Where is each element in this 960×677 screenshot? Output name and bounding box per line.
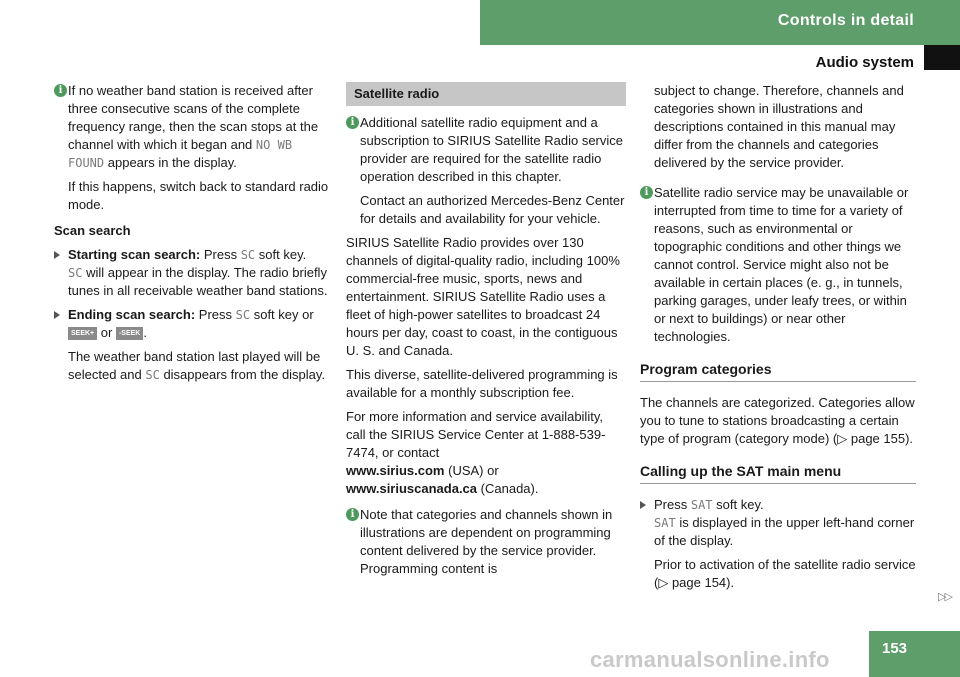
info-note-equipment: i Additional satellite radio equipment and a subscription to SIRIUS Satellite Radio service provider are required for the satellite radio operation described in this chapter. Contact an authorized Mercedes-Benz Center for details and availability for your vehicle. (346, 114, 626, 228)
satellite-radio-bar: Satellite radio (346, 82, 626, 106)
display-code: NO WB FOUND (68, 138, 293, 170)
seek-minus-softkey-icon: -SEEK (116, 327, 143, 340)
next-page-arrows-icon: ▷▷ (938, 591, 951, 603)
categories-description: The channels are categorized. Categories allow you to tune to stations broadcasting a certain type of program (category mode) (▷ page 155). (640, 395, 915, 446)
triangle-bullet-icon (54, 251, 60, 259)
seek-plus-softkey-icon: SEEK+ (68, 327, 97, 340)
info-note-categories: i Note that categories and channels shown in illustrations are dependent on programming content delivered by the service provider. Programming content is (346, 506, 626, 578)
column-right (640, 82, 916, 598)
scan-search-heading: Scan search (54, 223, 131, 238)
header-marker (924, 45, 960, 70)
info-icon: i (640, 186, 653, 199)
triangle-bullet-icon (640, 501, 646, 509)
contact-info: For more information and service availability, call the SIRIUS Service Center at 1-888-539-7474, or contact www.sirius.com (USA) or www.siriuscanada.ca (Canada). (346, 409, 606, 496)
continued-text: subject to change. Therefore, channels and categories shown in illustrations and descriptions contained in this manual may differ from the channels and categories delivered by the service provider. (654, 83, 904, 170)
section-title: Audio system (815, 54, 914, 71)
program-categories-heading: Program categories (640, 360, 916, 382)
watermark: carmanualsonline.info (590, 647, 830, 672)
sirius-link[interactable]: www.sirius.com (346, 463, 445, 478)
page-number: 153 (882, 640, 908, 657)
info-icon: i (346, 116, 359, 129)
bullet-start-scan: Starting scan search: Press SC soft key. SC will appear in the display. The radio briefly tunes in all receivable weather band stations. (54, 246, 332, 300)
bullet-press-sat: Press SAT soft key. SAT is displayed in the upper left-hand corner of the display. Prior to activation of the satellite radio service (▷ page 154). (640, 496, 916, 592)
info-icon: i (346, 508, 359, 521)
info-note-weather: i If no weather band station is received after three consecutive scans of the complete frequency range, then the scan stops at the channel with which it began and NO WB FOUND appears in the display. If this happens, switch back to standard radio mode. (54, 82, 332, 214)
info-icon: i (54, 84, 67, 97)
subscription-note: This diverse, satellite-delivered programming is available for a monthly subscription fee. (346, 367, 618, 400)
info-followup: If this happens, switch back to standard radio mode. (68, 179, 329, 212)
sirius-canada-link[interactable]: www.siriuscanada.ca (346, 481, 478, 496)
column-middle (346, 82, 626, 584)
column-left (54, 82, 332, 390)
info-note-availability: i Satellite radio service may be unavailable or interrupted from time to time for a variety of reasons, such as environmental or topographic conditions and other things we cannot control. Service might also not be available in certain places (e. g., in tunnels, parking garages, under leafy trees, or within or next to buildings) or near other technologies. (640, 184, 916, 346)
triangle-bullet-icon (54, 311, 60, 319)
bullet-end-scan: Ending scan search: Press SC soft key or SEEK+ or -SEEK . The weather band station last played will be selected and SC disappears from the display. (54, 306, 332, 384)
chapter-title: Controls in detail (777, 12, 914, 29)
sat-main-menu-heading: Calling up the SAT main menu (640, 462, 916, 484)
sirius-description: SIRIUS Satellite Radio provides over 130 channels of digital-quality radio, including 100% commercial-free music, sports, news and entertainment. SIRIUS Satellite Radio uses a fleet of high-power satellites to broadcast 24 hours per day, coast to coast, in the contiguous U. S. and Canada. (346, 235, 620, 358)
